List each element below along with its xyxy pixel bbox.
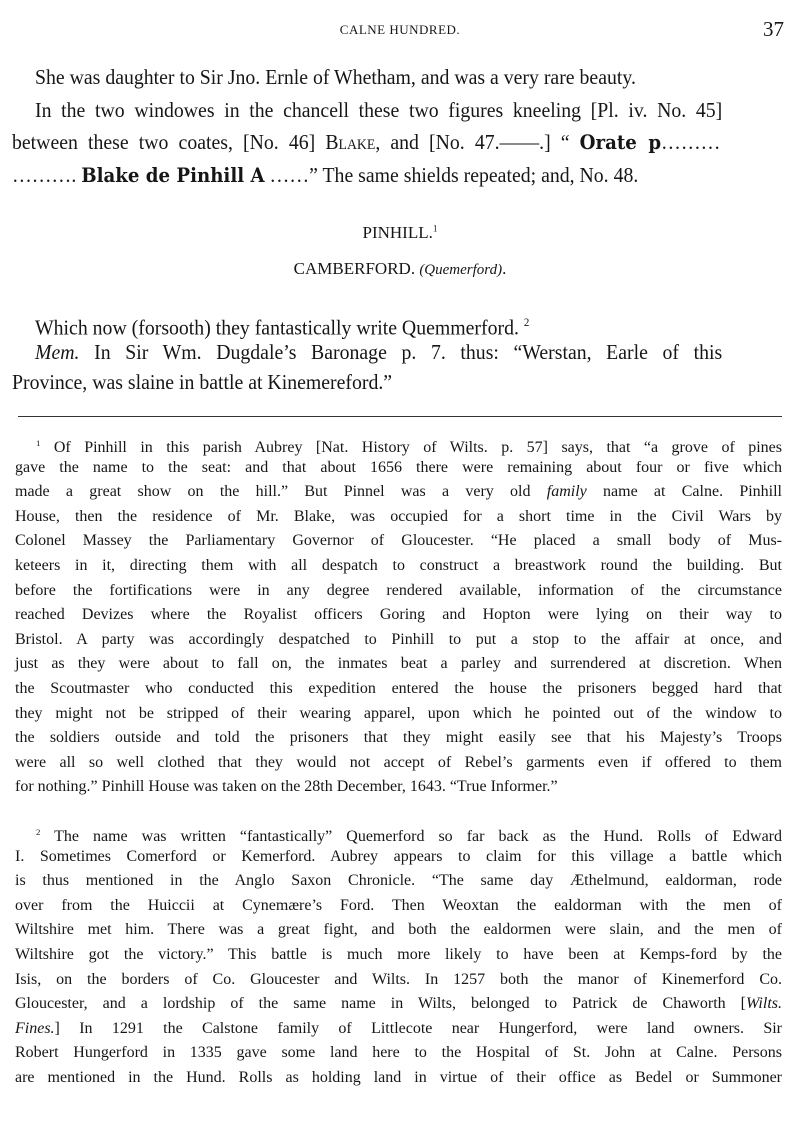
text-segment: Blake (325, 130, 376, 154)
text-line (36, 821, 782, 846)
text-segment: She was daughter to Sir Jno. Ernle of Whetham, and was a very rare beauty. (35, 65, 636, 89)
text-segment: I. Sometimes Comerford or Kemerford. Aubrey appears to claim for this village a battle which (15, 847, 782, 865)
text-line (15, 457, 782, 479)
text-segment: Mem. (35, 340, 80, 364)
text-segment: for nothing.” Pinhill House was taken on the 28th December, 1643. “True Informer.” (15, 778, 558, 796)
text-line (15, 993, 782, 1015)
text-segment: Isis, on the borders of Co. Gloucester and Wilts. In 1257 both the manor of Kinemerford Co. (15, 970, 782, 988)
text-segment: Which now (forsooth) they fantastically write Quemmerford. (35, 315, 524, 340)
footnote-marker: 2 (36, 827, 41, 837)
text-segment: House, then the residence of Mr. Blake, was occupied for a short time in the Civil Wars by (15, 507, 782, 525)
text-line (36, 432, 782, 457)
text-segment: Wiltshire met him. There was a great fight, and both the ealdormen were slain, and the men of (15, 921, 782, 939)
text-line (15, 727, 782, 749)
section-heading-pinhill (0, 223, 800, 243)
text-line (15, 944, 782, 966)
text-line (12, 127, 720, 157)
heading-alt-name: (Quemerford) (419, 262, 503, 278)
text-segment: name at Calne. Pinhill (586, 483, 783, 501)
text-segment: just as they were about to fall on, the inmates beat a parley and surrendered at discretion. When (15, 655, 782, 673)
text-segment: is thus mentioned in the Anglo Saxon Chronicle. “The same day Æthelmund, ealdorman, rode (15, 872, 782, 890)
text-segment: ……” The same shields repeated; and, No. 48. (264, 162, 639, 187)
text-line (15, 969, 782, 991)
text-segment: Fines. (15, 1019, 55, 1037)
text-segment: Colonel Massey the Parliamentary Governor of Gloucester. “He placed a small body of Mus- (15, 532, 782, 550)
text-line (15, 776, 782, 798)
text-segment: were all so well clothed that they would not accept of Rebel’s garments even if offered to them (15, 753, 782, 771)
text-line (15, 846, 782, 868)
text-line (15, 506, 782, 528)
text-segment: In Sir Wm. Dugdale’s Baronage p. 7. thus: “Werstan, Earle of this (79, 340, 723, 364)
text-segment: In the two windowes in the chancell these two figures kneeling [Pl. iv. No. 45] (35, 97, 723, 122)
text-line (15, 895, 782, 917)
text-segment: keteers in it, directing them with all despatch to construct a breastwork round the building. But (15, 557, 782, 574)
section-heading-camberford (0, 259, 800, 279)
footnote-divider (18, 416, 782, 417)
text-segment: ……… (661, 130, 721, 154)
text-segment: Bristol. A party was accordingly despatched to Pinhill to put a stop to the affair at once, and (15, 630, 782, 648)
text-line (15, 580, 782, 602)
text-segment: are mentioned in the Hund. Rolls as holding land in virtue of their office as Bedel or Summoner (15, 1069, 782, 1086)
text-segment: made a great show on the hill.” But Pinnel was a very old (15, 483, 547, 501)
text-segment: Robert Hungerford in 1335 gave some land here to the Hospital of St. John at Calne. Persons (15, 1044, 782, 1062)
text-segment: the soldiers outside and told the prisoners that they might easily see that his Majesty’s Troops (15, 729, 782, 747)
text-line (15, 1042, 782, 1064)
text-line (15, 481, 782, 503)
text-segment: Of Pinhill in this parish Aubrey [Nat. History of Wilts. p. 57] says, that “a grove of pines (40, 439, 782, 457)
text-line (15, 919, 782, 941)
text-segment: the Scoutmaster who conducted this expedition entered the house the prisoners begged hard that (15, 680, 782, 697)
text-segment: ] In 1291 the Calstone family of Littlecote near Hungerford, were land owners. Sir (54, 1019, 782, 1037)
text-line (12, 367, 720, 397)
text-segment: before the fortifications were in any degree rendered available, information of the circumstance (15, 581, 782, 599)
text-line (15, 703, 782, 725)
text-line (15, 870, 782, 892)
text-segment: Wiltshire got the victory.” This battle is much more likely to have been at Kemps-ford by the (15, 946, 782, 963)
running-title: CALNE HUNDRED. (339, 22, 461, 37)
text-segment: Wilts. (745, 995, 782, 1013)
text-line (35, 62, 722, 92)
text-line (15, 1018, 782, 1040)
page-number: 37 (763, 17, 784, 41)
heading-end: . (502, 259, 507, 278)
text-line (15, 530, 782, 552)
text-segment: they might not be stripped of their wearing apparel, upon which he pointed out of the window to (15, 704, 782, 722)
text-segment: ………. (12, 162, 82, 187)
text-segment: gave the name to the seat: and that about 1656 there were remaining about four or five which (15, 458, 782, 476)
text-line (12, 160, 720, 190)
text-line (15, 629, 782, 651)
text-segment: Blake de Pinhill A (81, 162, 265, 187)
text-line (15, 752, 782, 774)
text-line (35, 337, 722, 367)
text-segment: The name was written “fantastically” Quemerford so far back as the Hund. Rolls of Edward (40, 828, 782, 846)
text-line (35, 95, 722, 125)
footnote-marker: 2 (523, 315, 530, 329)
text-segment: Gloucester, and a lordship of the same name in Wilts, belonged to Patrick de Chaworth [ (15, 995, 746, 1013)
text-segment: between these two coates, [No. 46] (12, 130, 326, 154)
text-line (15, 678, 782, 700)
text-line (35, 307, 722, 340)
heading-text: CAMBERFORD. (293, 259, 420, 278)
text-segment: reached Devizes where the Royalist officers Goring and Hopton were lying on their way to (15, 606, 782, 624)
text-segment: family (546, 483, 587, 501)
footnote-ref: 1 (432, 224, 438, 235)
text-segment: over from the Huiccii at Cynemære’s Ford. Then Weoxtan the ealdorman with the men of (15, 896, 782, 914)
text-segment: Province, was slaine in battle at Kinemereford.” (12, 370, 393, 394)
text-line (15, 555, 782, 577)
text-line (15, 1067, 782, 1089)
text-segment: Orate p (579, 130, 662, 154)
text-line (15, 653, 782, 675)
text-segment: , and [No. 47.——.] “ (375, 130, 580, 154)
text-line (15, 604, 782, 626)
heading-text: PINHILL. (362, 223, 433, 242)
footnote-marker: 1 (36, 438, 41, 448)
